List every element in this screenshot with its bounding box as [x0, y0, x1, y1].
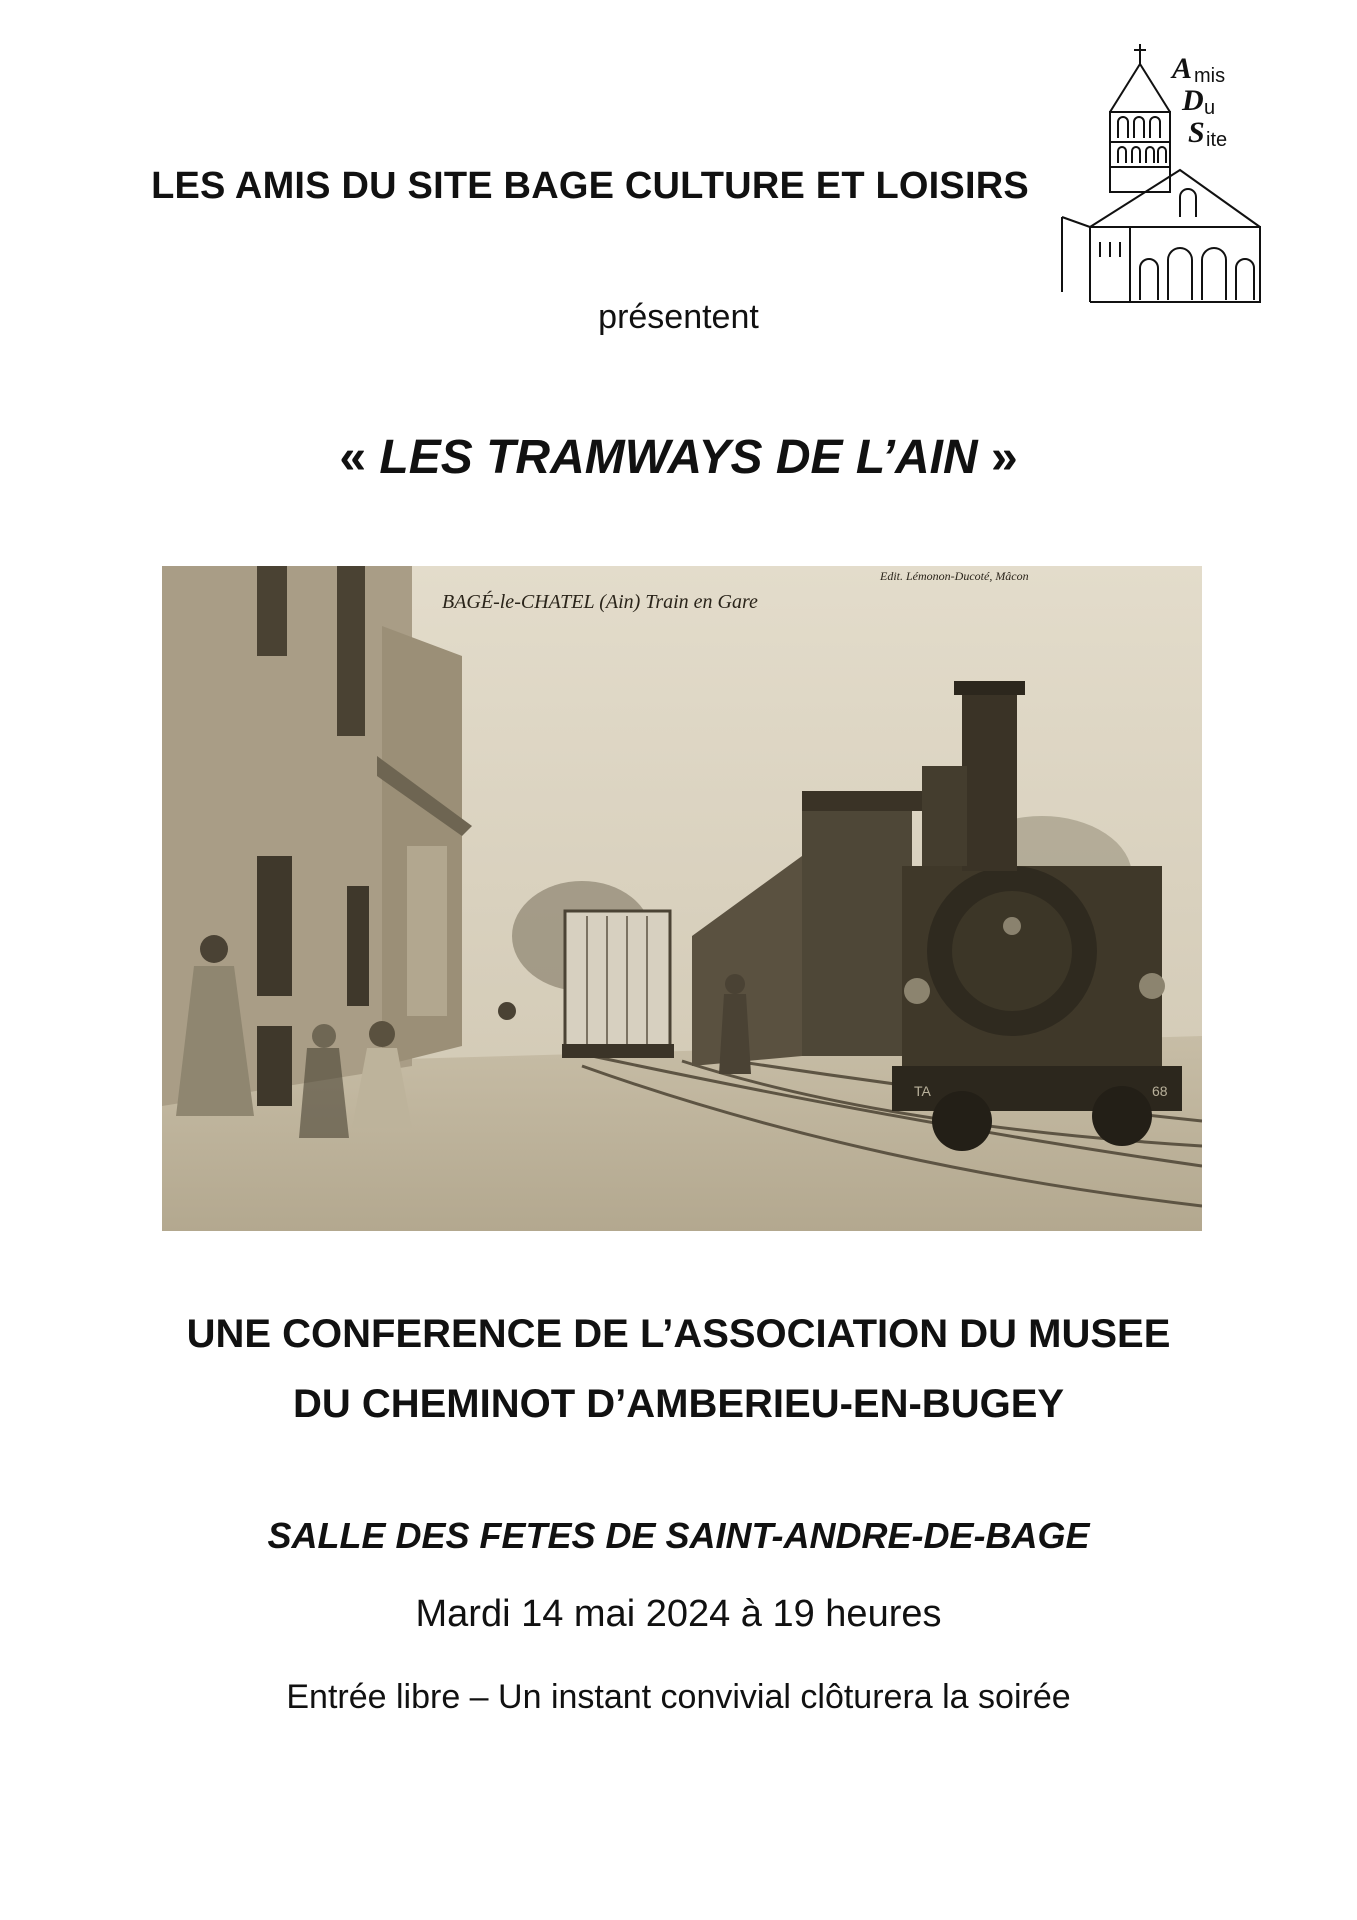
title-text: LES TRAMWAYS DE L’AIN — [379, 431, 978, 484]
organizer-title: LES AMIS DU SITE BAGE CULTURE ET LOISIRS — [151, 165, 1029, 207]
logo-text-ite: ite — [1206, 129, 1228, 151]
conference-line-1: UNE CONFERENCE DE L’ASSOCIATION DU MUSEE — [186, 1312, 1171, 1356]
loco-marking-right: 68 — [1152, 1083, 1168, 1099]
logo-text-u: u — [1204, 97, 1216, 119]
logo-initial-s: S — [1188, 116, 1205, 149]
event-title — [0, 430, 1357, 485]
title-close-quote: » — [977, 431, 1018, 484]
logo-initial-a: A — [1172, 52, 1193, 85]
tram-station-illustration — [162, 566, 1202, 1231]
presents-text: présentent — [598, 298, 759, 336]
association-logo — [1060, 42, 1270, 304]
church-logo-drawing — [1060, 42, 1270, 304]
photo-caption: BAGÉ-le-CHATEL (Ain) Train en Gare — [442, 591, 758, 613]
venue: SALLE DES FETES DE SAINT-ANDRE-DE-BAGE — [267, 1515, 1090, 1556]
event-date: Mardi 14 mai 2024 à 19 heures — [415, 1593, 942, 1635]
conference-line-2: DU CHEMINOT D’AMBERIEU-EN-BUGEY — [292, 1382, 1065, 1426]
logo-initial-d: D — [1182, 84, 1204, 117]
entry-note: Entrée libre – Un instant convivial clôturera la soirée — [286, 1678, 1071, 1716]
logo-text-mis: mis — [1194, 65, 1226, 87]
title-open-quote: « — [339, 431, 380, 484]
postcard-photo — [162, 566, 1202, 1231]
loco-marking-left: TA — [914, 1083, 931, 1099]
photo-publisher: Edit. Lémonon-Ducoté, Mâcon — [880, 569, 1029, 583]
